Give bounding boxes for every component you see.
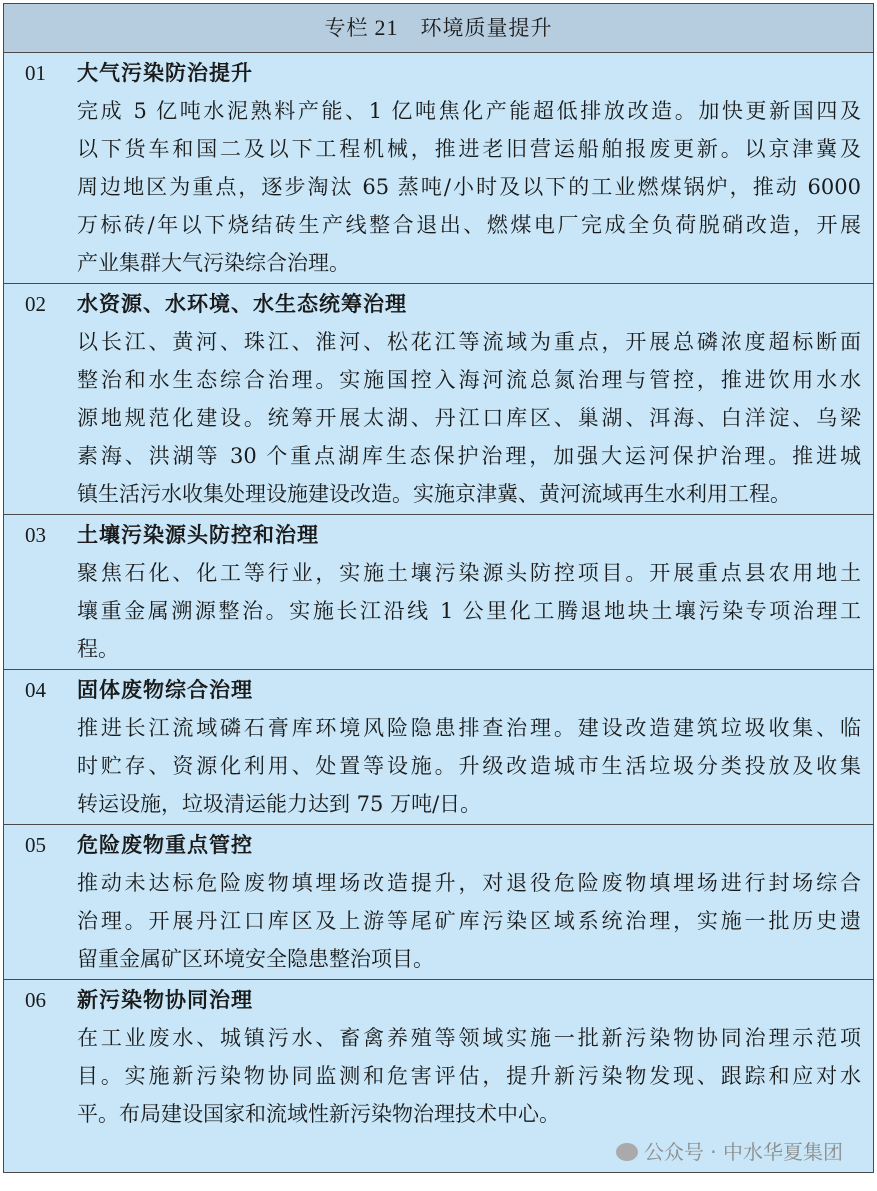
header-number: 21 <box>374 15 399 40</box>
section-body-line: 以长江、黄河、珠江、淮河、松花江等流域为重点，开展总磷浓度超标断面 <box>77 330 861 354</box>
section-01 <box>4 53 873 284</box>
section-title-row <box>4 981 873 1019</box>
section-body-line: 素海、洪湖等 30 个重点湖库生态保护治理，加强大运河保护治理。推进城 <box>77 444 861 468</box>
section-title: 水资源、水环境、水生态统筹治理 <box>77 291 407 316</box>
section-body-line: 壤重金属溯源整治。实施长江沿线 1 公里化工腾退地块土壤污染专项治理工 <box>77 599 861 623</box>
section-body-line: 推进长江流域磷石膏库环境风险隐患排查治理。建设改造建筑垃圾收集、临 <box>77 716 861 740</box>
section-body-line: 转运设施，垃圾清运能力达到 75 万吨/日。 <box>77 792 482 816</box>
section-body-line: 整治和水生态综合治理。实施国控入海河流总氮治理与管控，推进饮用水水 <box>77 368 861 392</box>
section-03 <box>4 515 873 670</box>
section-body-line: 周边地区为重点，逐步淘汰 65 蒸吨/小时及以下的工业燃煤锅炉，推动 6000 <box>77 175 861 199</box>
section-title: 新污染物协同治理 <box>77 987 253 1012</box>
section-02 <box>4 284 873 515</box>
section-body-line: 推动未达标危险废物填埋场改造提升，对退役危险废物填埋场进行封场综合 <box>77 871 861 895</box>
section-body-line: 镇生活污水收集处理设施建设改造。实施京津冀、黄河流域再生水利用工程。 <box>77 482 791 506</box>
section-body-line: 以下货车和国二及以下工程机械，推进老旧营运船舶报废更新。以京津冀及 <box>77 137 861 161</box>
section-title-row <box>4 54 873 92</box>
section-body-line: 治理。开展丹江口库区及上游等尾矿库污染区域系统治理，实施一批历史遗 <box>77 909 861 933</box>
section-title-row <box>4 671 873 709</box>
section-06 <box>4 980 873 1172</box>
section-title-row <box>4 285 873 323</box>
header-title: 环境质量提升 <box>420 16 553 40</box>
section-body-line: 完成 5 亿吨水泥熟料产能、1 亿吨焦化产能超低排放改造。加快更新国四及 <box>77 99 861 123</box>
section-title: 危险废物重点管控 <box>77 832 253 857</box>
section-number: 03 <box>25 523 46 547</box>
section-04 <box>4 670 873 825</box>
section-list <box>4 53 873 1172</box>
section-body-line: 在工业废水、城镇污水、畜禽养殖等领域实施一批新污染物协同治理示范项 <box>77 1026 861 1050</box>
section-05 <box>4 825 873 980</box>
section-body-line: 时贮存、资源化利用、处置等设施。升级改造城市生活垃圾分类投放及收集 <box>77 754 861 778</box>
section-number: 04 <box>25 678 46 702</box>
section-body-line: 聚焦石化、化工等行业，实施土壤污染源头防控项目。开展重点县农用地土 <box>77 561 861 585</box>
box-header <box>4 4 873 53</box>
section-title-row <box>4 826 873 864</box>
feature-box <box>3 3 874 1173</box>
wechat-icon <box>616 1143 638 1161</box>
section-body-line: 目。实施新污染物协同监测和危害评估，提升新污染物发现、跟踪和应对水 <box>77 1064 861 1088</box>
section-body-line: 万标砖/年以下烧结砖生产线整合退出、燃煤电厂完成全负荷脱硝改造，开展 <box>77 213 861 237</box>
section-title-row <box>4 516 873 554</box>
watermark <box>4 1133 873 1171</box>
section-title: 土壤污染源头防控和治理 <box>77 522 319 547</box>
section-body-line: 平。布局建设国家和流域性新污染物治理技术中心。 <box>77 1102 560 1126</box>
section-body-line: 源地规范化建设。统筹开展太湖、丹江口库区、巢湖、洱海、白洋淀、乌梁 <box>77 406 861 430</box>
section-number: 05 <box>25 833 46 857</box>
section-body-line: 留重金属矿区环境安全隐患整治项目。 <box>77 947 434 971</box>
section-number: 01 <box>25 61 46 85</box>
section-title: 固体废物综合治理 <box>77 677 253 702</box>
header-prefix: 专栏 <box>324 16 369 40</box>
section-body-line: 程。 <box>77 637 119 661</box>
section-number: 02 <box>25 292 46 316</box>
section-number: 06 <box>25 988 46 1012</box>
watermark-text: 公众号 · 中水华夏集团 <box>643 1140 843 1164</box>
section-body-line: 产业集群大气污染综合治理。 <box>77 251 350 275</box>
section-title: 大气污染防治提升 <box>77 60 253 85</box>
